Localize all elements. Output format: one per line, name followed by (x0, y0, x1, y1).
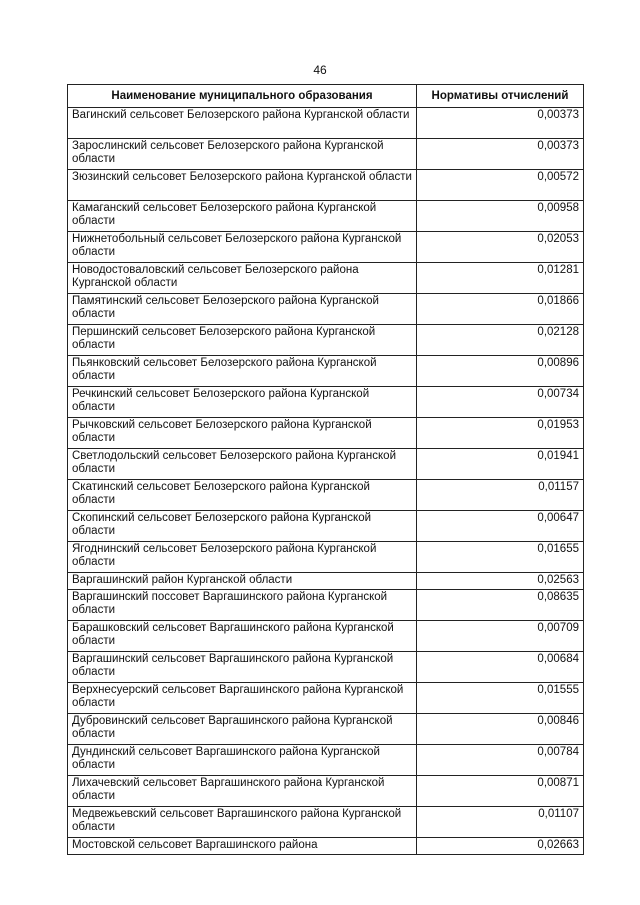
municipality-name-cell: Вагинский сельсовет Белозерского района Курганской области (68, 108, 417, 139)
municipality-name-cell: Варгашинский сельсовет Варгашинского района Курганской области (68, 652, 417, 683)
norm-value-cell: 0,08635 (417, 590, 584, 621)
municipality-name-cell: Ягоднинский сельсовет Белозерского района Курганской области (68, 542, 417, 573)
municipality-name-cell: Речкинский сельсовет Белозерского района Курганской области (68, 387, 417, 418)
municipality-name-cell: Пьянковский сельсовет Белозерского района Курганской области (68, 356, 417, 387)
norm-value-cell: 0,02128 (417, 325, 584, 356)
page-number: 46 (313, 63, 327, 77)
norm-value-cell: 0,00871 (417, 776, 584, 807)
table-row (68, 683, 584, 714)
column-header-norms: Нормативы отчислений (417, 85, 584, 108)
table-row (68, 449, 584, 480)
column-header-name: Наименование муниципального образования (68, 85, 417, 108)
norm-value-cell: 0,00734 (417, 387, 584, 418)
norm-value-cell: 0,01157 (417, 480, 584, 511)
municipality-name-cell: Памятинский сельсовет Белозерского района Курганской области (68, 294, 417, 325)
municipality-name-cell: Варгашинский поссовет Варгашинского района Курганской области (68, 590, 417, 621)
deduction-norms-table (67, 84, 584, 855)
norm-value-cell: 0,01555 (417, 683, 584, 714)
table-row (68, 139, 584, 170)
table-row (68, 325, 584, 356)
municipality-name-cell: Лихачевский сельсовет Варгашинского района Курганской области (68, 776, 417, 807)
norm-value-cell: 0,00846 (417, 714, 584, 745)
municipality-name-cell: Камаганский сельсовет Белозерского района Курганской области (68, 201, 417, 232)
table-header-row (68, 85, 584, 108)
table-row (68, 590, 584, 621)
municipality-name-cell: Першинский сельсовет Белозерского района Курганской области (68, 325, 417, 356)
table-row (68, 294, 584, 325)
municipality-name-cell: Варгашинский район Курганской области (68, 573, 417, 590)
municipality-name-cell: Мостовской сельсовет Варгашинского района (68, 838, 417, 855)
table-body (68, 108, 584, 855)
norm-value-cell: 0,00958 (417, 201, 584, 232)
table-row (68, 201, 584, 232)
norm-value-cell: 0,02663 (417, 838, 584, 855)
table-row (68, 745, 584, 776)
municipality-name-cell: Зюзинский сельсовет Белозерского района Курганской области (68, 170, 417, 201)
norm-value-cell: 0,00572 (417, 170, 584, 201)
table-row (68, 621, 584, 652)
norm-value-cell: 0,00647 (417, 511, 584, 542)
norm-value-cell: 0,00373 (417, 108, 584, 139)
municipality-name-cell: Дундинский сельсовет Варгашинского района Курганской области (68, 745, 417, 776)
table-row (68, 108, 584, 139)
municipality-name-cell: Нижнетобольный сельсовет Белозерского района Курганской области (68, 232, 417, 263)
norm-value-cell: 0,00684 (417, 652, 584, 683)
table-row (68, 480, 584, 511)
municipality-name-cell: Зарослинский сельсовет Белозерского района Курганской области (68, 139, 417, 170)
municipality-name-cell: Барашковский сельсовет Варгашинского района Курганской области (68, 621, 417, 652)
table-row (68, 418, 584, 449)
table-row (68, 542, 584, 573)
table-row (68, 807, 584, 838)
norm-value-cell: 0,01941 (417, 449, 584, 480)
municipality-name-cell: Скатинский сельсовет Белозерского района Курганской области (68, 480, 417, 511)
norm-value-cell: 0,02053 (417, 232, 584, 263)
municipality-name-cell: Дубровинский сельсовет Варгашинского района Курганской области (68, 714, 417, 745)
norm-value-cell: 0,00784 (417, 745, 584, 776)
table-row (68, 387, 584, 418)
norm-value-cell: 0,01953 (417, 418, 584, 449)
norm-value-cell: 0,00373 (417, 139, 584, 170)
norm-value-cell: 0,00709 (417, 621, 584, 652)
norm-value-cell: 0,01866 (417, 294, 584, 325)
municipality-name-cell: Рычковский сельсовет Белозерского района Курганской области (68, 418, 417, 449)
table-row (68, 263, 584, 294)
municipality-name-cell: Светлодольский сельсовет Белозерского района Курганской области (68, 449, 417, 480)
norm-value-cell: 0,01655 (417, 542, 584, 573)
municipality-name-cell: Скопинский сельсовет Белозерского района Курганской области (68, 511, 417, 542)
table-row (68, 573, 584, 590)
table-row (68, 356, 584, 387)
table-row (68, 714, 584, 745)
municipality-name-cell: Новодостоваловский сельсовет Белозерского района Курганской области (68, 263, 417, 294)
table-row (68, 776, 584, 807)
municipality-name-cell: Медвежьевский сельсовет Варгашинского района Курганской области (68, 807, 417, 838)
table-row (68, 170, 584, 201)
table-row (68, 511, 584, 542)
norm-value-cell: 0,02563 (417, 573, 584, 590)
table-row (68, 652, 584, 683)
table-row (68, 838, 584, 855)
municipality-name-cell: Верхнесуерский сельсовет Варгашинского района Курганской области (68, 683, 417, 714)
norm-value-cell: 0,01281 (417, 263, 584, 294)
norm-value-cell: 0,00896 (417, 356, 584, 387)
table-row (68, 232, 584, 263)
norm-value-cell: 0,01107 (417, 807, 584, 838)
